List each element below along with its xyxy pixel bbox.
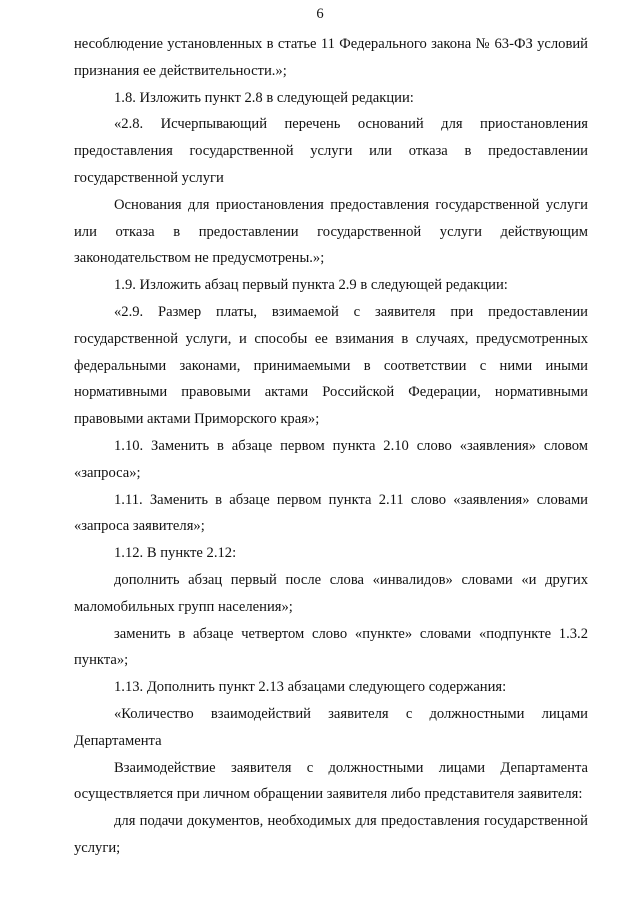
paragraph-item-1-12-amend-2: заменить в абзаце четвертом слово «пункте» словами «подпункте 1.3.2 пункта»; — [74, 625, 588, 669]
paragraph-interactions-body: Взаимодействие заявителя с должностными лицами Департамента осуществляется при личном обращении заявителя либо представителя заявителя: — [74, 759, 588, 803]
page-number: 6 — [316, 6, 324, 22]
paragraph-item-1-10: 1.10. Заменить в абзаце первом пункта 2.10 слово «заявления» словом «запроса»; — [74, 437, 588, 481]
paragraph-item-1-12-amend-1: дополнить абзац первый после слова «инвалидов» словами «и других маломобильных групп населения»; — [74, 571, 588, 615]
paragraph-item-1-13: 1.13. Дополнить пункт 2.13 абзацами следующего содержания: — [114, 679, 507, 696]
paragraph-interactions-item: для подачи документов, необходимых для предоставления государственной услуги; — [74, 813, 588, 856]
paragraph-clause-2-8-body: Основания для приостановления предоставления государственной услуги или отказа в предоставлении государственной услуги действующим законодательством не предусмотрены.»; — [74, 196, 588, 267]
paragraph-clause-2-8-heading: «2.8. Исчерпывающий перечень оснований для приостановления предоставления государственной услуги или отказа в предоставлении государственной услуги — [74, 116, 588, 186]
paragraph-clause-2-9: «2.9. Размер платы, взимаемой с заявителя при предоставлении государственной услуги, и способы ее взимания в случаях, предусмотренных федеральными законами, принимаемыми в соответствии с ними иными нормативными правовыми актами Российской Федерации, нормативными правовыми актами Приморского края»; — [74, 303, 588, 428]
paragraph-item-1-12: 1.12. В пункте 2.12: — [114, 545, 237, 562]
paragraph-item-1-11: 1.11. Заменить в абзаце первом пункта 2.11 слово «заявления» словами «запроса заявителя»; — [74, 491, 588, 535]
paragraph-continuation: несоблюдение установленных в статье 11 Федерального закона № 63-ФЗ условий признания ее действительности.»; — [74, 36, 588, 79]
document-body — [74, 31, 588, 862]
paragraph-interactions-heading: «Количество взаимодействий заявителя с должностными лицами Департамента — [74, 705, 588, 749]
paragraph-item-1-9: 1.9. Изложить абзац первый пункта 2.9 в следующей редакции: — [114, 277, 508, 294]
paragraph-item-1-8: 1.8. Изложить пункт 2.8 в следующей редакции: — [114, 89, 414, 106]
